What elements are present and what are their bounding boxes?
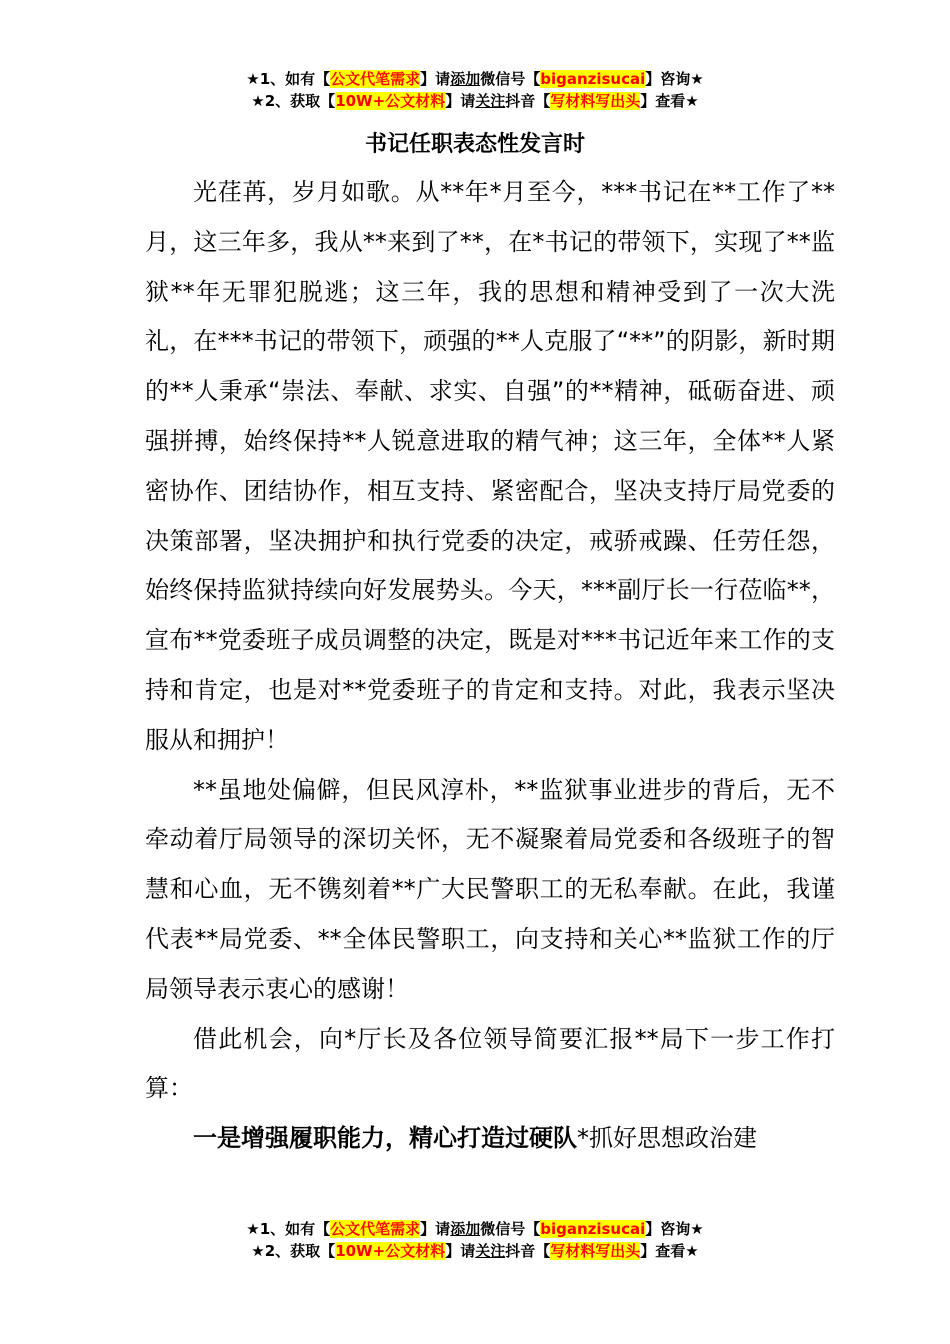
highlight-service: 公文代笔需求 — [330, 70, 421, 88]
footer-notice — [0, 1218, 950, 1262]
paragraph-3: 借此机会，向*厅长及各位领导简要汇报**局下一步工作打算： — [145, 1024, 835, 1103]
notice-line-2: ★2、获取【10W+公文材料】请关注抖音【写材料写出头】查看★ — [251, 92, 699, 110]
highlight-wechat-id: biganzisucai — [540, 1220, 646, 1238]
highlight-materials: 10W+公文材料 — [335, 92, 446, 110]
document-title: 书记任职表态性发言时 — [364, 132, 585, 157]
highlight-materials: 10W+公文材料 — [335, 1242, 446, 1260]
header-notice — [0, 68, 950, 112]
highlight-douyin-account: 写材料写出头 — [550, 92, 641, 110]
section-heading: 一是增强履职能力，精心打造过硬队 — [193, 1124, 577, 1153]
highlight-douyin-account: 写材料写出头 — [550, 1242, 641, 1260]
highlight-wechat-id: biganzisucai — [540, 70, 646, 88]
document-body — [145, 168, 835, 1164]
notice-line-2: ★2、获取【10W+公文材料】请关注抖音【写材料写出头】查看★ — [251, 1242, 699, 1260]
notice-line-1: ★1、如有【公文代笔需求】请添加微信号【biganzisucai】咨询★ — [246, 70, 704, 88]
paragraph-2: **虽地处偏僻，但民风淳朴，**监狱事业进步的背后，无不牵动着厅局领导的深切关怀，无不凝聚着局党委和各级班子的智慧和心血，无不镌刻着**广大民警职工的无私奉献。在此，我谨代表**局党委、**全体民警职工，向支持和关心**监狱工作的厅局领导表示衷心的感谢！ — [145, 775, 835, 1003]
notice-line-1: ★1、如有【公文代笔需求】请添加微信号【biganzisucai】咨询★ — [246, 1220, 704, 1238]
paragraph-4: 一是增强履职能力，精心打造过硬队*抓好思想政治建 — [193, 1124, 757, 1153]
highlight-service: 公文代笔需求 — [330, 1220, 421, 1238]
paragraph-1: 光荏苒，岁月如歌。从**年*月至今，***书记在**工作了**月，这三年多，我从**来到了**，在*书记的带领下，实现了**监狱**年无罪犯脱逃；这三年，我的思想和精神受到了一次大洗礼，在***书记的带领下，顽强的**人克服了“**”的阴影，新时期的**人秉承“崇法、奉献、求实、自强”的**精神，砥砺奋进、顽强拼搏，始终保持**人锐意进取的精气神；这三年，全体**人紧密协作、团结协作，相互支持、紧密配合，坚决支持厅局党委的决策部署，坚决拥护和执行党委的决定，戒骄戒躁、任劳任怨，始终保持监狱持续向好发展势头。今天，***副厅长一行莅临**，宣布**党委班子成员调整的决定，既是对***书记近年来工作的支持和肯定，也是对**党委班子的肯定和支持。对此，我表示坚决服从和拥护！ — [145, 178, 835, 754]
